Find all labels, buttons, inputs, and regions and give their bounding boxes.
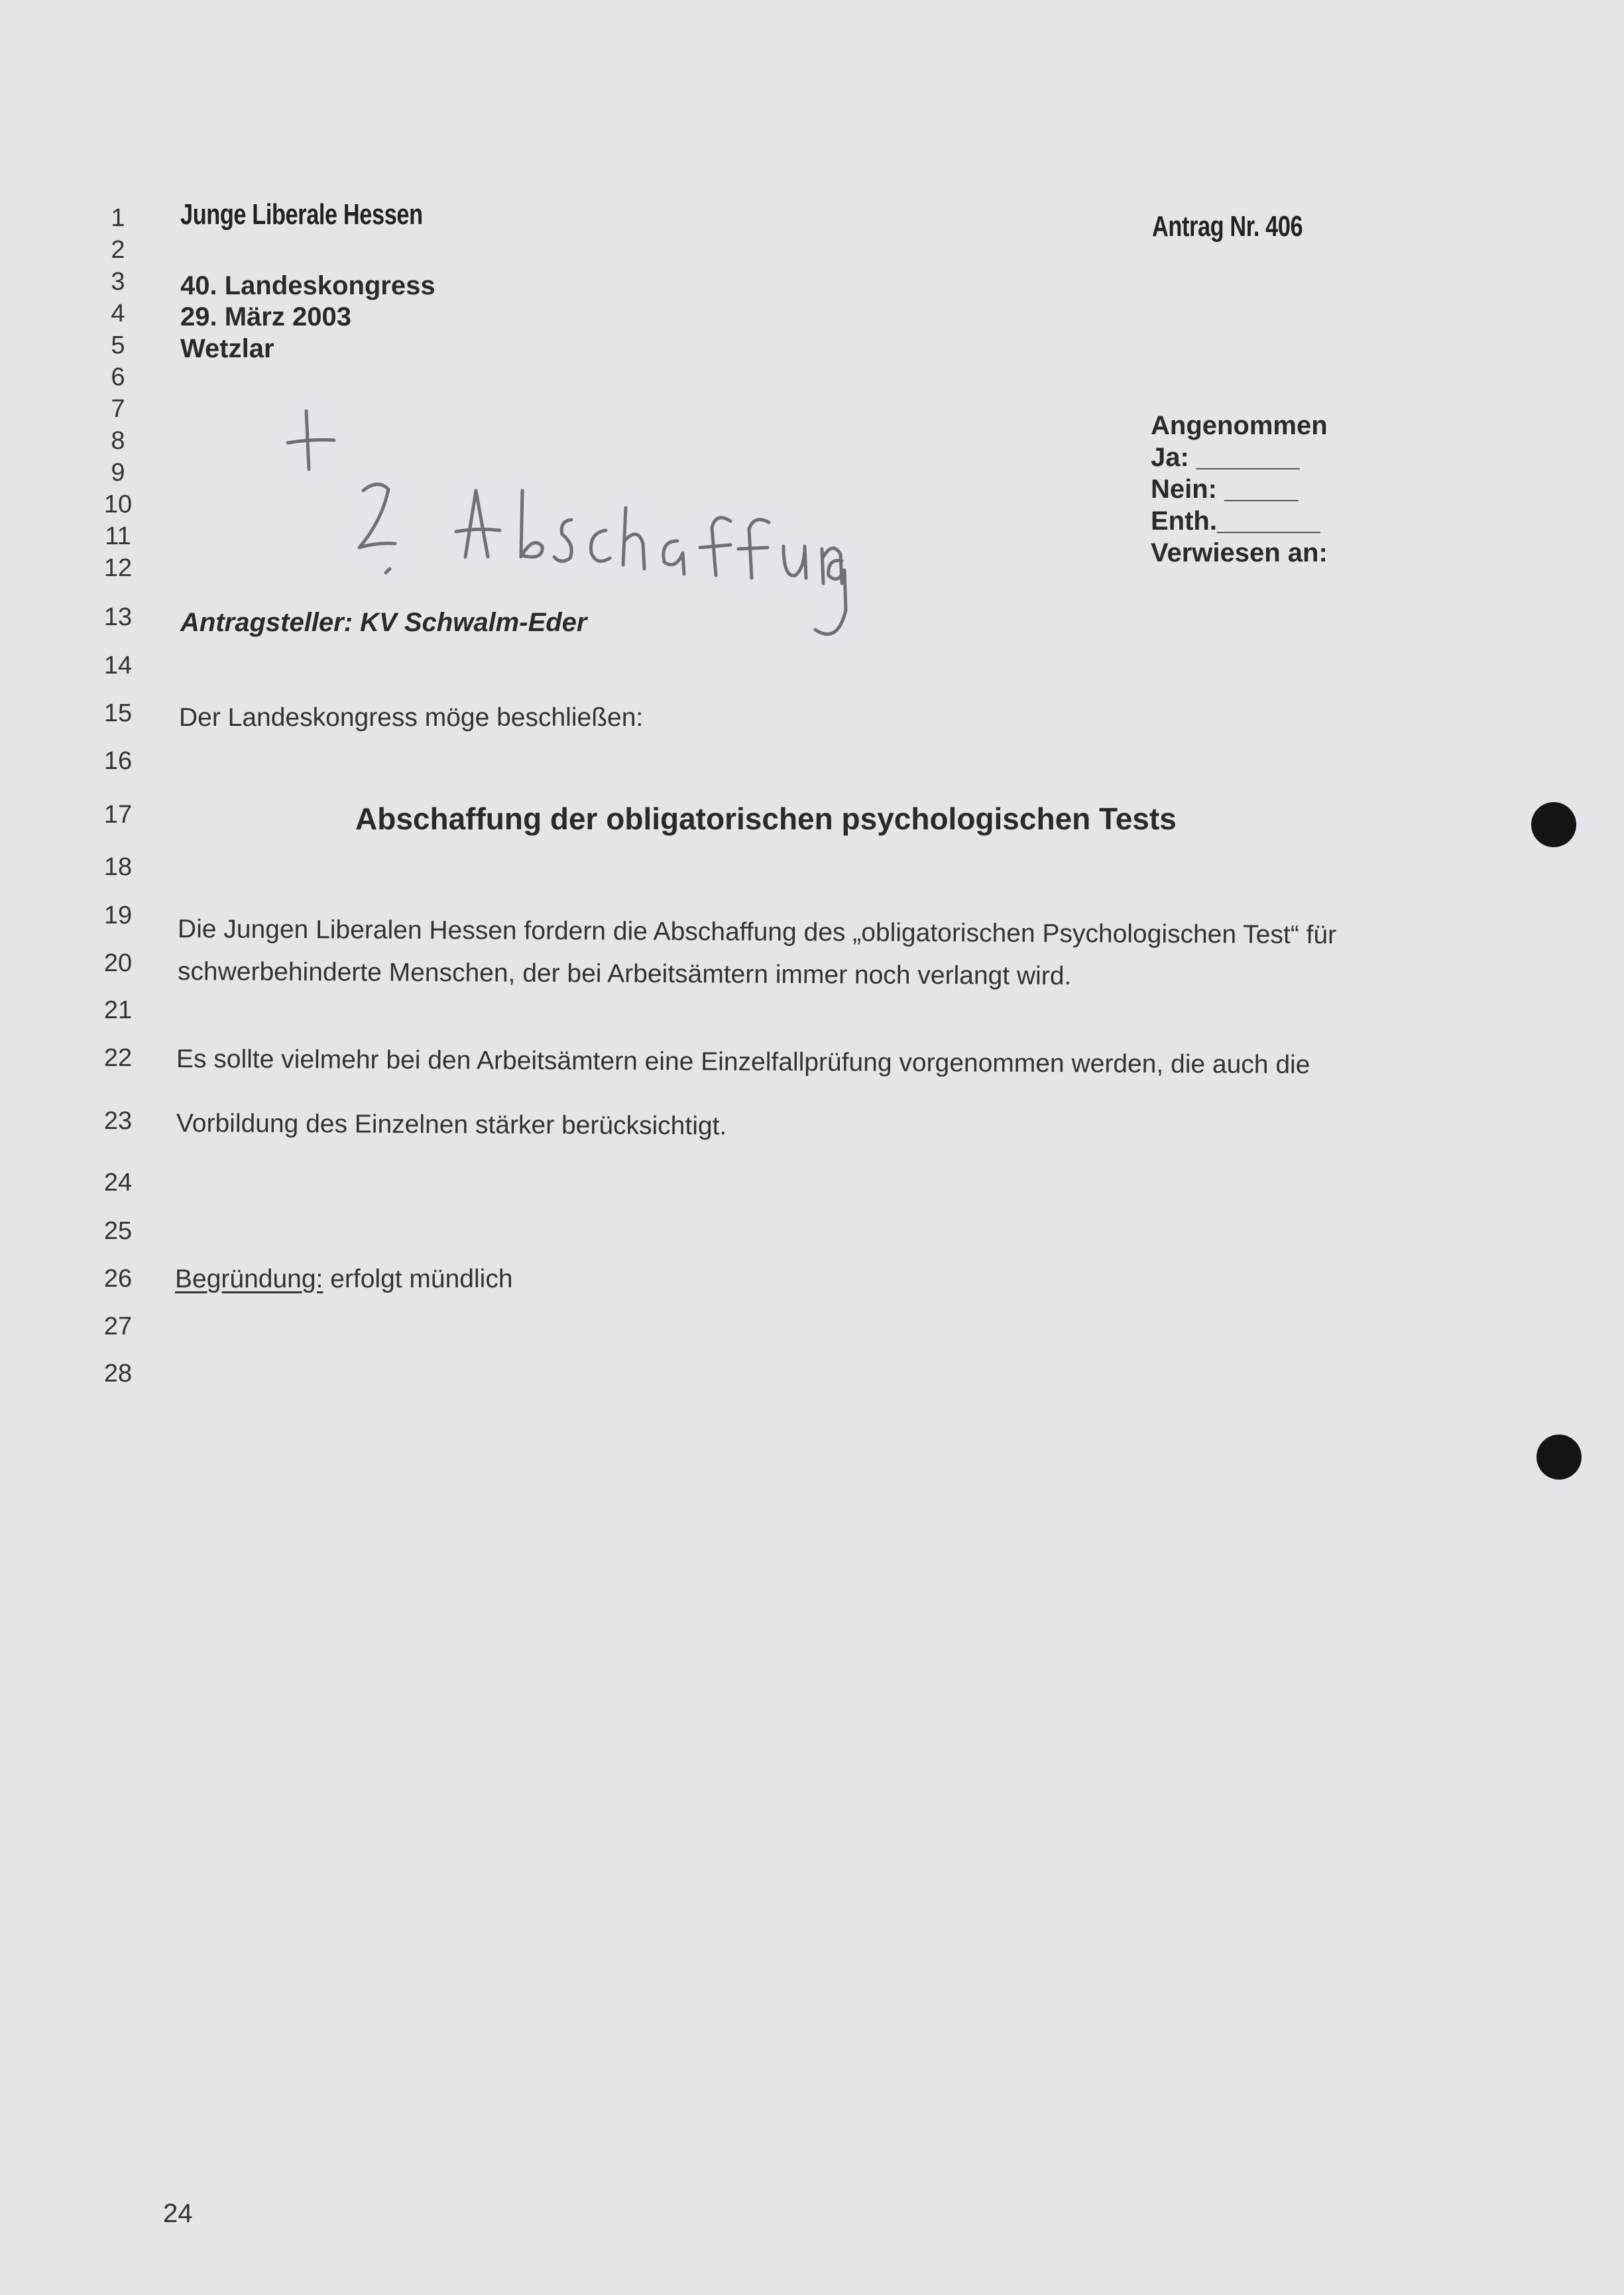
line-number: 2 <box>111 236 125 264</box>
line-number: 15 <box>103 699 133 727</box>
line-number: 26 <box>103 1265 133 1293</box>
page-number: 24 <box>163 2199 193 2228</box>
line-number: 19 <box>103 902 133 929</box>
line-number: 12 <box>103 554 133 582</box>
line-number: 9 <box>111 459 125 487</box>
line-number: 8 <box>111 427 125 455</box>
justification <box>175 1266 513 1292</box>
punch-hole-upper <box>1531 802 1576 847</box>
line-number: 3 <box>111 268 125 296</box>
body-line-22: Es sollte vielmehr bei den Arbeitsämtern eine Einzelfallprüfung vorgenommen werden, die auch die <box>176 1045 1310 1079</box>
event-place: Wetzlar <box>180 334 274 363</box>
motion-title: Abschaffung der obligatorischen psychologischen Tests <box>355 801 1177 836</box>
event-date: 29. März 2003 <box>180 302 351 331</box>
line-number: 4 <box>111 300 125 327</box>
line-number: 25 <box>103 1217 133 1245</box>
line-number: 13 <box>103 603 133 631</box>
line-number: 24 <box>103 1169 133 1197</box>
applicant: Antragsteller: KV Schwalm-Eder <box>180 608 587 637</box>
line-number: 22 <box>103 1044 133 1072</box>
line-number: 14 <box>103 652 133 679</box>
line-number: 27 <box>103 1313 133 1340</box>
antrag-number: Antrag Nr. 406 <box>1152 210 1303 243</box>
voting-accepted: Angenommen <box>1151 411 1328 440</box>
justification-label: Begründung: <box>175 1265 323 1293</box>
line-number: 17 <box>103 801 133 829</box>
line-number: 23 <box>103 1107 133 1135</box>
intro-text: Der Landeskongress möge beschließen: <box>179 703 644 732</box>
punch-hole-lower <box>1537 1435 1582 1480</box>
line-number: 6 <box>111 363 125 391</box>
line-number: 7 <box>111 395 125 423</box>
body-line-19: Die Jungen Liberalen Hessen fordern die Abschaffung des „obligatorischen Psychologischen Test“ für <box>177 915 1337 950</box>
line-number: 5 <box>111 331 125 359</box>
voting-no: Nein: _____ <box>1151 475 1299 504</box>
line-number: 20 <box>103 949 133 977</box>
voting-abstain: Enth._______ <box>1151 506 1320 536</box>
body-line-20: schwerbehinderte Menschen, der bei Arbeitsämtern immer noch verlangt wird. <box>177 957 1072 991</box>
line-number: 21 <box>103 996 133 1024</box>
line-number: 11 <box>105 522 131 550</box>
line-number: 1 <box>111 204 125 232</box>
voting-yes: Ja: _______ <box>1151 443 1300 472</box>
line-number: 10 <box>103 491 133 518</box>
organization-name: Junge Liberale Hessen <box>180 198 423 231</box>
body-line-23: Vorbildung des Einzelnen stärker berücksichtigt. <box>176 1109 727 1141</box>
justification-text: erfolgt mündlich <box>330 1265 513 1293</box>
voting-referred: Verwiesen an: <box>1151 538 1328 567</box>
event-name: 40. Landeskongress <box>180 271 435 300</box>
line-number: 16 <box>103 747 133 775</box>
line-number: 28 <box>103 1360 133 1387</box>
line-number: 18 <box>103 853 133 881</box>
